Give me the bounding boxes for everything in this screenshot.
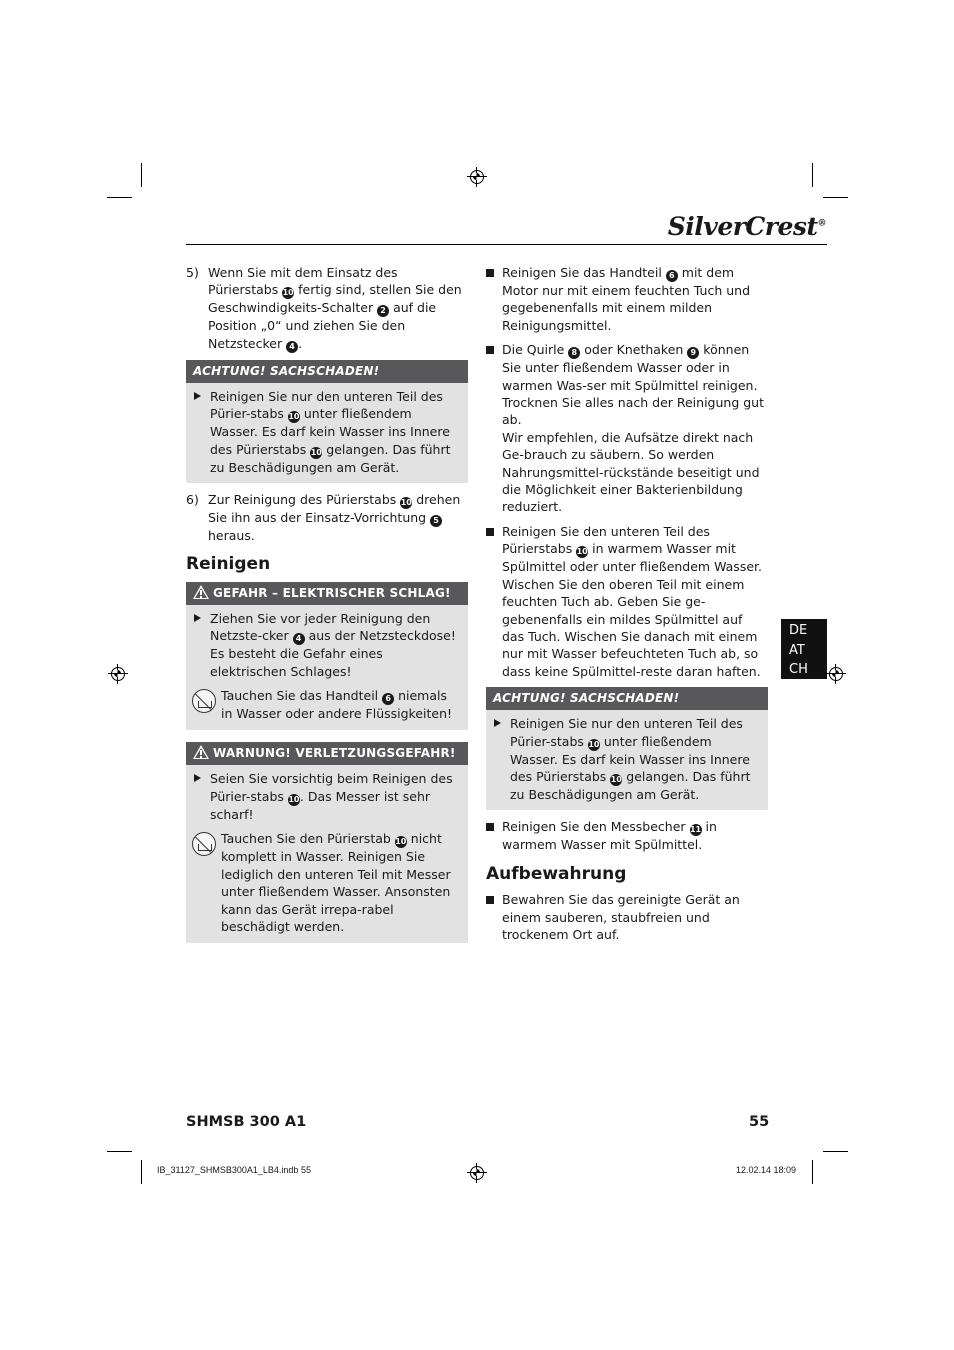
- crop-mark: [141, 1160, 142, 1184]
- part-number-badge: 8: [568, 347, 580, 359]
- list-item: Die Quirle 8 oder Knethaken 9 können Sie unter fließendem Wasser oder in warmen Was-ser mit Spülmittel reinigen. Trocknen Sie alles nach der Reinigung gut ab. Wir empfehlen, die Aufsätze direkt nach Ge-brauch zu säubern. So werden Nahrungsmittel-rückstände beseitigt und die Möglichkeit einer Bakterienbildung reduziert.: [486, 341, 768, 516]
- notice-item: Tauchen Sie den Pürierstab 10 nicht komplett in Wasser. Reinigen Sie lediglich den unteren Teil mit Messer unter fließendem Wasser. Ansonsten kann das Gerät irrepa-rabel beschädigt werden.: [186, 826, 468, 939]
- crop-mark: [141, 163, 142, 187]
- right-column: [486, 264, 768, 950]
- notice-title: WARNUNG! VERLETZUNGSGEFAHR!: [186, 742, 468, 765]
- notice-item: Reinigen Sie nur den unteren Teil des Pürier-stabs 10 unter fließendem Wasser. Es darf kein Wasser ins Innere des Pürierstabs 10 gelangen. Das führt zu Beschädigungen am Gerät.: [486, 710, 768, 806]
- list-item: Reinigen Sie den Messbecher 11 in warmem Wasser mit Spülmittel.: [486, 818, 768, 853]
- brand-logo: SilverCrest®: [667, 212, 826, 241]
- section-heading-aufbewahrung: Aufbewahrung: [486, 863, 627, 884]
- arrow-bullet-icon: [194, 614, 201, 622]
- notice-item: Tauchen Sie das Handteil 6 niemals in Wasser oder andere Flüssigkeiten!: [186, 683, 468, 726]
- part-number-badge: 10: [576, 547, 588, 557]
- square-bullet-icon: [486, 346, 494, 354]
- crop-mark: [812, 1160, 813, 1184]
- part-number-badge: 10: [288, 794, 300, 804]
- part-number-badge: 6: [666, 270, 678, 282]
- square-bullet-icon: [486, 823, 494, 831]
- part-number-badge: 10: [610, 774, 622, 784]
- notice-title: ACHTUNG! SACHSCHADEN!: [486, 687, 768, 710]
- part-number-badge: 10: [400, 498, 412, 508]
- footer-model: SHMSB 300 A1: [186, 1114, 307, 1130]
- square-bullet-icon: [486, 528, 494, 536]
- square-bullet-icon: [486, 896, 494, 904]
- crop-mark: [107, 197, 132, 198]
- lang-at: AT: [789, 642, 805, 658]
- lang-ch: CH: [789, 662, 808, 677]
- page-number: 55: [749, 1114, 770, 1130]
- warning-triangle-icon: [193, 585, 209, 599]
- arrow-bullet-icon: [194, 774, 201, 782]
- part-number-badge: 10: [282, 288, 294, 298]
- print-slug-file: IB_31127_SHMSB300A1_LB4.indb 55: [157, 1165, 311, 1175]
- crop-mark: [823, 197, 848, 198]
- part-number-badge: 4: [293, 633, 305, 645]
- step-number: 5): [186, 265, 199, 280]
- part-number-badge: 2: [377, 305, 389, 317]
- step-number: 6): [186, 492, 199, 508]
- no-water-immersion-icon: [192, 689, 216, 713]
- left-column: [186, 264, 468, 951]
- no-water-immersion-icon: [192, 832, 216, 856]
- part-number-badge: 4: [286, 341, 298, 353]
- print-slug-date: 12.02.14 18:09: [736, 1165, 797, 1175]
- part-number-badge: 10: [395, 837, 407, 847]
- notice-electric-shock: [186, 582, 468, 731]
- list-item: Reinigen Sie den unteren Teil des Pürierstabs 10 in warmem Wasser mit Spülmittel oder unter fließendem Wasser. Wischen Sie den oberen Teil mit einem feuchten Tuch ab. Geben Sie ge-gebenenfalls ein mildes Spülmittel auf das Tuch. Wischen Sie danach mit einem nur mit Wasser befeuchteten Tuch ab, so dass keine Spülmittel-reste daran haften.: [486, 523, 768, 680]
- part-number-badge: 9: [687, 347, 699, 359]
- notice-item: Ziehen Sie vor jeder Reinigung den Netzste-cker 4 aus der Netzsteckdose! Es besteht die Gefahr eines elektrischen Schlages!: [186, 605, 468, 683]
- step-5: 5) Wenn Sie mit dem Einsatz des Pürierstabs 10 fertig sind, stellen Sie den Geschwindigkeits-Schalter 2 auf die Position „0“ und ziehen Sie den Netzstecker 4 .: [186, 265, 462, 351]
- section-heading-reinigen: Reinigen: [186, 554, 271, 575]
- part-number-badge: 6: [382, 693, 394, 705]
- part-number-badge: 5: [430, 515, 442, 527]
- crop-mark: [812, 163, 813, 187]
- part-number-badge: 10: [310, 447, 322, 457]
- crop-mark: [823, 1151, 848, 1152]
- language-tab: [781, 619, 827, 679]
- header-rule: [186, 244, 827, 245]
- notice-item: Seien Sie vorsichtig beim Reinigen des Pürier-stabs 10. Das Messer ist sehr scharf!: [186, 765, 468, 826]
- notice-item: Reinigen Sie nur den unteren Teil des Pürier-stabs 10 unter fließendem Wasser. Es darf kein Wasser ins Innere des Pürierstabs 10 gelangen. Das führt zu Beschädigungen am Gerät.: [186, 383, 468, 479]
- arrow-bullet-icon: [194, 392, 201, 400]
- square-bullet-icon: [486, 269, 494, 277]
- registration-mark-icon: [467, 167, 487, 187]
- notice-injury: [186, 742, 468, 943]
- notice-title: GEFAHR – ELEKTRISCHER SCHLAG!: [186, 582, 468, 605]
- list-item: Bewahren Sie das gereinigte Gerät an einem sauberen, staubfreien und trockenem Ort auf.: [486, 891, 768, 943]
- registration-mark-icon: [467, 1163, 487, 1183]
- registration-mark-icon: [826, 664, 846, 684]
- arrow-bullet-icon: [494, 719, 501, 727]
- registration-mark-icon: [108, 664, 128, 684]
- step-6: 6) Zur Reinigung des Pürierstabs 10 drehen Sie ihn aus der Einsatz-Vorrichtung 5 heraus.: [186, 492, 461, 544]
- notice-property-damage: [186, 360, 468, 483]
- list-item: Reinigen Sie das Handteil 6 mit dem Motor nur mit einem feuchten Tuch und gegebenenfalls mit einem milden Reinigungsmittel.: [486, 264, 768, 334]
- part-number-badge: 10: [288, 412, 300, 422]
- part-number-badge: 11: [689, 825, 702, 835]
- lang-de: DE: [789, 623, 808, 638]
- warning-triangle-icon: [193, 745, 209, 759]
- part-number-badge: 10: [588, 739, 600, 749]
- notice-title: ACHTUNG! SACHSCHADEN!: [186, 360, 468, 383]
- notice-property-damage: [486, 687, 768, 810]
- crop-mark: [107, 1151, 132, 1152]
